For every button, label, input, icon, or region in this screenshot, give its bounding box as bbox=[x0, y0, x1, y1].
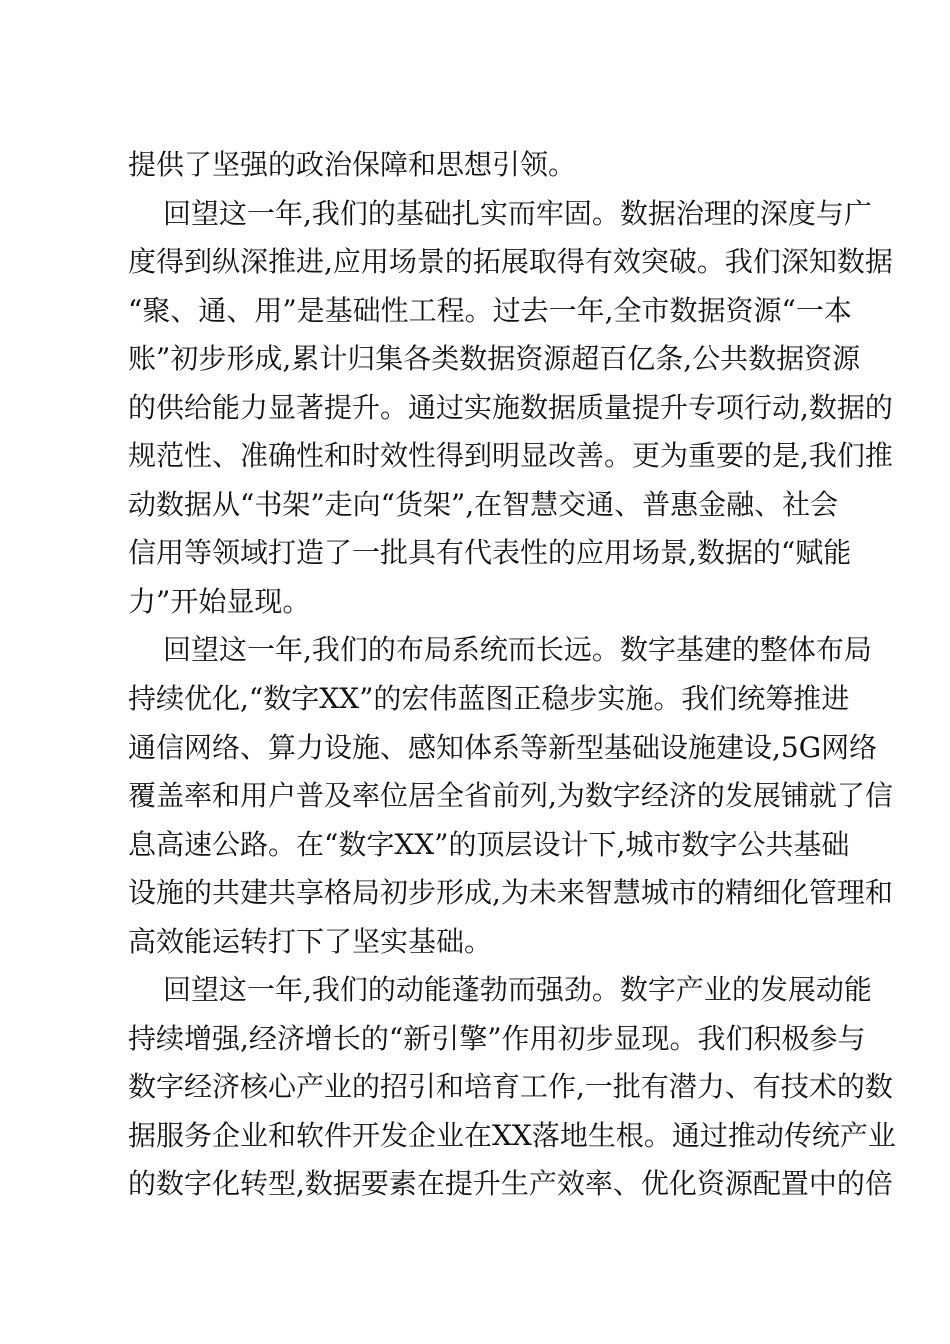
text-line: 通信网络、算力设施、感知体系等新型基础设施建设,5G网络 bbox=[128, 730, 878, 764]
text-line: 持续增强,经济增长的“新引擎”作用初步显现。我们积极参与 bbox=[128, 1021, 866, 1055]
text-line: 据服务企业和软件开发企业在XX落地生根。通过推动传统产业 bbox=[128, 1118, 896, 1152]
text-line: 规范性、准确性和时效性得到明显改善。更为重要的是,我们推 bbox=[128, 439, 893, 473]
text-line: 回望这一年,我们的布局系统而长远。数字基建的整体布局 bbox=[163, 633, 872, 667]
text-line: 覆盖率和用户普及率位居全省前列,为数字经济的发展铺就了信 bbox=[128, 779, 893, 813]
text-line: 数字经济核心产业的招引和培育工作,一批有潜力、有技术的数 bbox=[128, 1070, 893, 1104]
text-line: 息高速公路。在“数字XX”的顶层设计下,城市数字公共基础 bbox=[128, 827, 850, 861]
document-page bbox=[128, 141, 896, 1209]
text-line: 设施的共建共享格局初步形成,为未来智慧城市的精细化管理和 bbox=[128, 876, 893, 910]
text-line: 度得到纵深推进,应用场景的拓展取得有效突破。我们深知数据 bbox=[128, 245, 893, 279]
paragraph-layout bbox=[128, 626, 893, 966]
text-line: 账”初步形成,累计归集各类数据资源超百亿条,公共数据资源 bbox=[128, 342, 861, 376]
text-line: 持续优化,“数字XX”的宏伟蓝图正稳步实施。我们统筹推进 bbox=[128, 682, 850, 716]
text-line: 高效能运转打下了坚实基础。 bbox=[128, 924, 493, 958]
text-line: 信用等领域打造了一批具有代表性的应用场景,数据的“赋能 bbox=[128, 536, 852, 570]
text-line: 力”开始显现。 bbox=[128, 584, 311, 618]
text-line: 动数据从“书架”走向“货架”,在智慧交通、普惠金融、社会 bbox=[128, 487, 839, 521]
paragraph-intro-end bbox=[128, 141, 830, 190]
paragraph-momentum bbox=[128, 966, 896, 1209]
text-line: 提供了坚强的政治保障和思想引领。 bbox=[128, 148, 577, 181]
text-line: 回望这一年,我们的动能蓬勃而强劲。数字产业的发展动能 bbox=[163, 973, 872, 1007]
text-line: 回望这一年,我们的基础扎实而牢固。数据治理的深度与广 bbox=[163, 196, 872, 230]
paragraph-foundation bbox=[128, 190, 893, 627]
text-line: “聚、通、用”是基础性工程。过去一年,全市数据资源“一本 bbox=[128, 293, 852, 327]
text-line: 的数字化转型,数据要素在提升生产效率、优化资源配置中的倍 bbox=[128, 1167, 893, 1201]
text-line: 的供给能力显著提升。通过实施数据质量提升专项行动,数据的 bbox=[128, 390, 893, 424]
